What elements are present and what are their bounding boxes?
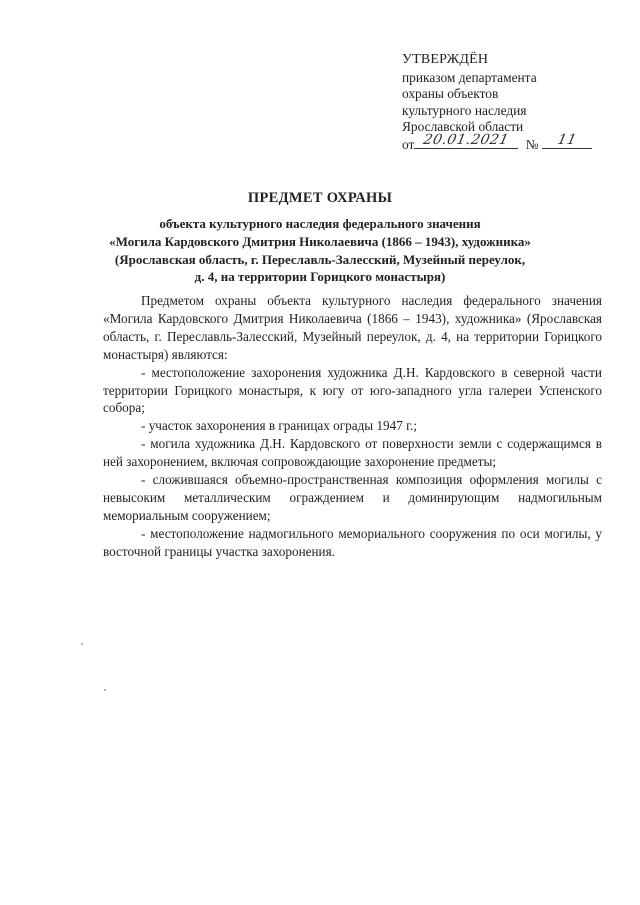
approval-line: охраны объектов (402, 86, 499, 102)
approval-heading: УТВЕРЖДЁН (402, 52, 489, 67)
list-item: - участок захоронения в границах ограды 1947 г.; (141, 418, 417, 434)
list-item: - могила художника Д.Н. Кардовского от поверхности земли с содержащимся в ней захоронением, включая сопровождающие захоронение предметы; (103, 436, 602, 470)
scan-speck (104, 689, 106, 691)
date-prefix: от (402, 137, 415, 153)
title-line: «Могила Кардовского Дмитрия Николаевича (1866 – 1943), художника» (109, 233, 531, 249)
approval-date-row (402, 132, 612, 153)
date-field (414, 132, 518, 149)
approval-stamp (402, 52, 612, 153)
number-prefix: № (525, 137, 539, 153)
document-title: ПРЕДМЕТ ОХРАНЫ (247, 190, 393, 206)
list-item: - сложившаяся объемно-пространственная композиция оформления могилы с невысоким металлическим ограждением и доминирующим надмогильным мемориальным сооружением; (103, 472, 602, 523)
number-field (542, 132, 592, 149)
document-title-block (100, 190, 540, 286)
approval-line: Ярославской области (402, 118, 524, 134)
title-line: объекта культурного наследия федерального значения (159, 216, 481, 231)
intro-paragraph: Предметом охраны объекта культурного наследия федерального значения «Могила Кардовского Дмитрия Николаевича (1866 – 1943), художника» (Ярославская область, г. Переславль-Залесский, Музейный переулок, д. 4, на территории Горицкого монастыря) являются: (103, 293, 602, 362)
title-line: (Ярославская область, г. Переславль-Залесский, Музейный переулок, (114, 251, 526, 267)
approval-line: культурного наследия (402, 102, 527, 118)
approval-line: приказом департамента (402, 70, 537, 86)
scan-speck (81, 643, 83, 645)
list-item: - местоположение надмогильного мемориального сооружения по оси могилы, у восточной границы участка захоронения. (103, 525, 602, 559)
title-line: д. 4, на территории Горицкого монастыря) (194, 269, 446, 285)
list-item: - местоположение захоронения художника Д.Н. Кардовского в северной части территории Горицкого монастыря, к югу от юго-западного угла галереи Успенского собора; (103, 364, 602, 416)
number-handwritten: 11 (555, 132, 579, 149)
document-body (103, 292, 602, 561)
date-handwritten: 20.01.2021 (422, 132, 511, 149)
